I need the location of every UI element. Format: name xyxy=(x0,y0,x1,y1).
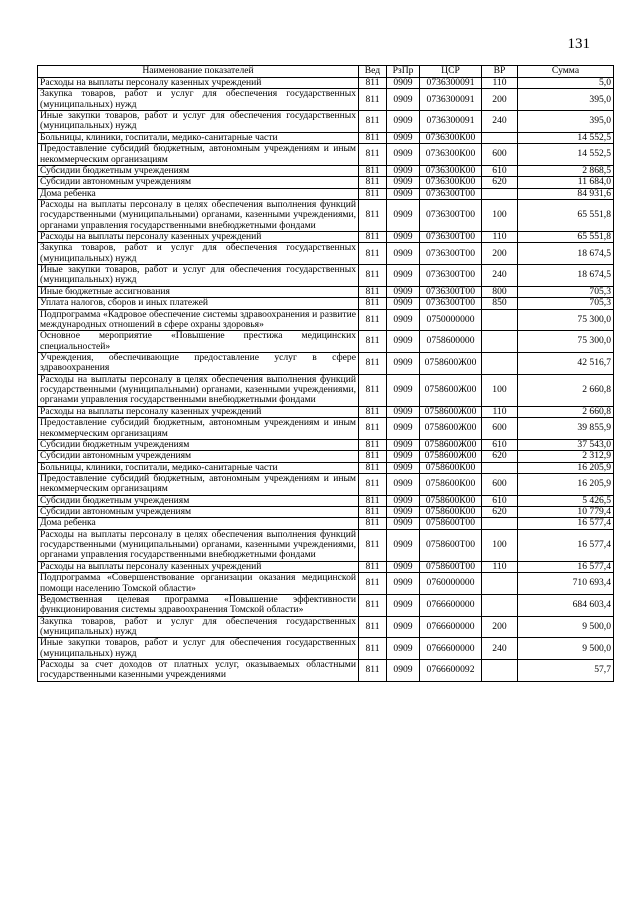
row-rzpr-cell: 0909 xyxy=(387,418,420,440)
table-row xyxy=(38,518,614,529)
row-rzpr-cell: 0909 xyxy=(387,177,420,188)
row-ved-cell: 811 xyxy=(359,352,387,374)
row-vr-cell: 100 xyxy=(482,374,518,406)
row-csr-cell: 0758600К00 xyxy=(420,507,482,518)
row-name-cell: Подпрограмма «Кадровое обеспечение системы здравоохранения и развитие международных отношений в сфере охраны здоровья» xyxy=(38,309,359,331)
row-vr-cell: 800 xyxy=(482,286,518,297)
row-vr-cell: 100 xyxy=(482,199,518,231)
row-name-cell: Предоставление субсидий бюджетным, автономным учреждениям и иным некоммерческим организациям xyxy=(38,473,359,495)
table-row xyxy=(38,165,614,176)
row-ved-cell: 811 xyxy=(359,132,387,143)
row-ved-cell: 811 xyxy=(359,462,387,473)
row-vr-cell: 610 xyxy=(482,165,518,176)
row-csr-cell: 0758600Т00 xyxy=(420,529,482,561)
table-row xyxy=(38,232,614,243)
table-row xyxy=(38,473,614,495)
row-sum-cell: 9 500,0 xyxy=(518,638,614,660)
table-row xyxy=(38,78,614,89)
table-header-row xyxy=(38,66,614,78)
table-row xyxy=(38,265,614,287)
table-row xyxy=(38,462,614,473)
row-vr-cell: 850 xyxy=(482,298,518,309)
row-vr-cell: 240 xyxy=(482,265,518,287)
row-name-cell: Расходы за счет доходов от платных услуг, оказываемых областными государственными казенными учреждениями xyxy=(38,660,359,682)
row-ved-cell: 811 xyxy=(359,473,387,495)
row-rzpr-cell: 0909 xyxy=(387,331,420,353)
row-csr-cell: 0760000000 xyxy=(420,573,482,595)
row-name-cell: Субсидии автономным учреждениям xyxy=(38,507,359,518)
row-rzpr-cell: 0909 xyxy=(387,132,420,143)
table-row xyxy=(38,495,614,506)
row-name-cell: Основное мероприятие «Повышение престижа медицинских специальностей» xyxy=(38,331,359,353)
row-csr-cell: 0736300Т00 xyxy=(420,298,482,309)
table-row xyxy=(38,573,614,595)
row-name-cell: Дома ребенка xyxy=(38,188,359,199)
table-row xyxy=(38,188,614,199)
table-row xyxy=(38,638,614,660)
row-rzpr-cell: 0909 xyxy=(387,439,420,450)
row-rzpr-cell: 0909 xyxy=(387,265,420,287)
row-sum-cell: 684 603,4 xyxy=(518,594,614,616)
row-ved-cell: 811 xyxy=(359,165,387,176)
row-rzpr-cell: 0909 xyxy=(387,78,420,89)
header-rzpr: РзПр xyxy=(387,66,420,78)
row-rzpr-cell: 0909 xyxy=(387,462,420,473)
header-name: Наименование показателей xyxy=(38,66,359,78)
row-csr-cell: 0758600Ж00 xyxy=(420,451,482,462)
row-csr-cell: 0758600К00 xyxy=(420,495,482,506)
header-ved: Вед xyxy=(359,66,387,78)
row-csr-cell: 0758600Ж00 xyxy=(420,374,482,406)
table-row xyxy=(38,89,614,111)
row-ved-cell: 811 xyxy=(359,406,387,417)
row-vr-cell: 110 xyxy=(482,78,518,89)
row-sum-cell: 2 660,8 xyxy=(518,374,614,406)
row-name-cell: Субсидии автономным учреждениям xyxy=(38,451,359,462)
row-ved-cell: 811 xyxy=(359,561,387,572)
row-name-cell: Расходы на выплаты персоналу казенных учреждений xyxy=(38,561,359,572)
row-csr-cell: 0736300091 xyxy=(420,78,482,89)
row-ved-cell: 811 xyxy=(359,243,387,265)
row-name-cell: Закупка товаров, работ и услуг для обеспечения государственных (муниципальных) нужд xyxy=(38,243,359,265)
row-sum-cell: 65 551,8 xyxy=(518,232,614,243)
row-ved-cell: 811 xyxy=(359,495,387,506)
row-csr-cell: 0736300Т00 xyxy=(420,232,482,243)
row-rzpr-cell: 0909 xyxy=(387,286,420,297)
row-sum-cell: 84 931,6 xyxy=(518,188,614,199)
row-rzpr-cell: 0909 xyxy=(387,518,420,529)
row-sum-cell: 9 500,0 xyxy=(518,616,614,638)
row-csr-cell: 0736300Т00 xyxy=(420,243,482,265)
row-ved-cell: 811 xyxy=(359,265,387,287)
row-sum-cell: 395,0 xyxy=(518,89,614,111)
header-csr: ЦСР xyxy=(420,66,482,78)
row-rzpr-cell: 0909 xyxy=(387,573,420,595)
row-ved-cell: 811 xyxy=(359,418,387,440)
row-vr-cell: 200 xyxy=(482,89,518,111)
row-vr-cell: 110 xyxy=(482,232,518,243)
row-name-cell: Иные закупки товаров, работ и услуг для обеспечения государственных (муниципальных) нужд xyxy=(38,638,359,660)
row-sum-cell: 18 674,5 xyxy=(518,243,614,265)
row-csr-cell: 0758600Т00 xyxy=(420,561,482,572)
row-name-cell: Субсидии бюджетным учреждениям xyxy=(38,439,359,450)
row-vr-cell: 620 xyxy=(482,507,518,518)
table-row xyxy=(38,309,614,331)
row-csr-cell: 0736300Т00 xyxy=(420,199,482,231)
row-rzpr-cell: 0909 xyxy=(387,199,420,231)
row-ved-cell: 811 xyxy=(359,507,387,518)
row-csr-cell: 0736300Т00 xyxy=(420,265,482,287)
row-name-cell: Расходы на выплаты персоналу казенных учреждений xyxy=(38,406,359,417)
row-rzpr-cell: 0909 xyxy=(387,352,420,374)
row-ved-cell: 811 xyxy=(359,199,387,231)
row-name-cell: Субсидии автономным учреждениям xyxy=(38,177,359,188)
row-vr-cell xyxy=(482,331,518,353)
row-sum-cell: 16 205,9 xyxy=(518,473,614,495)
row-name-cell: Ведомственная целевая программа «Повышение эффективности функционирования системы здравоохранения Томской области» xyxy=(38,594,359,616)
row-csr-cell: 0758600К00 xyxy=(420,473,482,495)
row-vr-cell xyxy=(482,573,518,595)
row-name-cell: Иные бюджетные ассигнования xyxy=(38,286,359,297)
row-rzpr-cell: 0909 xyxy=(387,473,420,495)
row-csr-cell: 0736300Т00 xyxy=(420,286,482,297)
row-sum-cell: 14 552,5 xyxy=(518,144,614,166)
row-sum-cell: 705,3 xyxy=(518,286,614,297)
row-ved-cell: 811 xyxy=(359,188,387,199)
row-vr-cell xyxy=(482,132,518,143)
row-csr-cell: 0736300К00 xyxy=(420,165,482,176)
row-rzpr-cell: 0909 xyxy=(387,232,420,243)
row-vr-cell xyxy=(482,660,518,682)
row-csr-cell: 0758600Ж00 xyxy=(420,352,482,374)
row-name-cell: Подпрограмма «Совершенствование организации оказания медицинской помощи населению Томской области» xyxy=(38,573,359,595)
row-ved-cell: 811 xyxy=(359,594,387,616)
row-name-cell: Расходы на выплаты персоналу в целях обеспечения выполнения функций государственными (муниципальными) органами, казенными учреждениями, органами управления государственными внебюджетными фондами xyxy=(38,374,359,406)
row-name-cell: Расходы на выплаты персоналу в целях обеспечения выполнения функций государственными (муниципальными) органами, казенными учреждениями, органами управления государственными внебюджетными фондами xyxy=(38,199,359,231)
row-name-cell: Расходы на выплаты персоналу в целях обеспечения выполнения функций государственными (муниципальными) органами, казенными учреждениями, органами управления государственными внебюджетными фондами xyxy=(38,529,359,561)
row-sum-cell: 18 674,5 xyxy=(518,265,614,287)
row-vr-cell: 610 xyxy=(482,495,518,506)
row-sum-cell: 5,0 xyxy=(518,78,614,89)
row-vr-cell: 240 xyxy=(482,111,518,133)
row-vr-cell xyxy=(482,309,518,331)
row-rzpr-cell: 0909 xyxy=(387,188,420,199)
row-rzpr-cell: 0909 xyxy=(387,165,420,176)
row-csr-cell: 0766600000 xyxy=(420,616,482,638)
table-row xyxy=(38,243,614,265)
row-csr-cell: 0758600Ж00 xyxy=(420,418,482,440)
row-csr-cell: 0736300К00 xyxy=(420,177,482,188)
table-row xyxy=(38,177,614,188)
row-ved-cell: 811 xyxy=(359,78,387,89)
page-number: 131 xyxy=(567,36,590,52)
row-ved-cell: 811 xyxy=(359,177,387,188)
row-name-cell: Закупка товаров, работ и услуг для обеспечения государственных (муниципальных) нужд xyxy=(38,616,359,638)
table-row xyxy=(38,199,614,231)
row-ved-cell: 811 xyxy=(359,451,387,462)
row-name-cell: Больницы, клиники, госпитали, медико-санитарные части xyxy=(38,462,359,473)
row-vr-cell xyxy=(482,518,518,529)
row-rzpr-cell: 0909 xyxy=(387,507,420,518)
row-csr-cell: 0736300Т00 xyxy=(420,188,482,199)
row-ved-cell: 811 xyxy=(359,89,387,111)
row-csr-cell: 0758600Ж00 xyxy=(420,439,482,450)
row-csr-cell: 0758600Ж00 xyxy=(420,406,482,417)
table-row xyxy=(38,616,614,638)
row-ved-cell: 811 xyxy=(359,309,387,331)
row-csr-cell: 0736300К00 xyxy=(420,132,482,143)
row-ved-cell: 811 xyxy=(359,518,387,529)
row-sum-cell: 11 684,0 xyxy=(518,177,614,188)
row-vr-cell xyxy=(482,352,518,374)
row-sum-cell: 75 300,0 xyxy=(518,309,614,331)
table-row xyxy=(38,374,614,406)
row-name-cell: Субсидии бюджетным учреждениям xyxy=(38,495,359,506)
row-sum-cell: 2 660,8 xyxy=(518,406,614,417)
table-row xyxy=(38,660,614,682)
row-csr-cell: 0766600000 xyxy=(420,594,482,616)
header-vr: ВР xyxy=(482,66,518,78)
row-sum-cell: 5 426,5 xyxy=(518,495,614,506)
row-ved-cell: 811 xyxy=(359,374,387,406)
row-ved-cell: 811 xyxy=(359,439,387,450)
row-vr-cell: 600 xyxy=(482,418,518,440)
row-vr-cell: 620 xyxy=(482,177,518,188)
row-name-cell: Уплата налогов, сборов и иных платежей xyxy=(38,298,359,309)
row-sum-cell: 39 855,9 xyxy=(518,418,614,440)
table-row xyxy=(38,111,614,133)
row-sum-cell: 65 551,8 xyxy=(518,199,614,231)
row-sum-cell: 75 300,0 xyxy=(518,331,614,353)
table-row xyxy=(38,352,614,374)
row-sum-cell: 2 868,5 xyxy=(518,165,614,176)
budget-table xyxy=(37,65,614,682)
row-rzpr-cell: 0909 xyxy=(387,243,420,265)
table-row xyxy=(38,529,614,561)
table-row xyxy=(38,439,614,450)
table-row xyxy=(38,561,614,572)
row-name-cell: Субсидии бюджетным учреждениям xyxy=(38,165,359,176)
row-sum-cell: 16 205,9 xyxy=(518,462,614,473)
row-rzpr-cell: 0909 xyxy=(387,111,420,133)
row-ved-cell: 811 xyxy=(359,286,387,297)
row-csr-cell: 0750000000 xyxy=(420,309,482,331)
row-sum-cell: 37 543,0 xyxy=(518,439,614,450)
row-csr-cell: 0766600092 xyxy=(420,660,482,682)
row-vr-cell: 200 xyxy=(482,616,518,638)
row-sum-cell: 16 577,4 xyxy=(518,518,614,529)
table-row xyxy=(38,286,614,297)
header-sum: Сумма xyxy=(518,66,614,78)
table-row xyxy=(38,298,614,309)
row-ved-cell: 811 xyxy=(359,529,387,561)
row-sum-cell: 16 577,4 xyxy=(518,529,614,561)
row-rzpr-cell: 0909 xyxy=(387,144,420,166)
row-rzpr-cell: 0909 xyxy=(387,594,420,616)
row-sum-cell: 395,0 xyxy=(518,111,614,133)
table-row xyxy=(38,594,614,616)
row-vr-cell: 100 xyxy=(482,529,518,561)
row-sum-cell: 14 552,5 xyxy=(518,132,614,143)
row-name-cell: Больницы, клиники, госпитали, медико-санитарные части xyxy=(38,132,359,143)
row-vr-cell: 110 xyxy=(482,561,518,572)
row-ved-cell: 811 xyxy=(359,616,387,638)
row-vr-cell: 610 xyxy=(482,439,518,450)
row-rzpr-cell: 0909 xyxy=(387,616,420,638)
row-ved-cell: 811 xyxy=(359,573,387,595)
row-sum-cell: 57,7 xyxy=(518,660,614,682)
table-row xyxy=(38,418,614,440)
row-ved-cell: 811 xyxy=(359,331,387,353)
row-csr-cell: 0766600000 xyxy=(420,638,482,660)
row-vr-cell xyxy=(482,462,518,473)
row-name-cell: Иные закупки товаров, работ и услуг для обеспечения государственных (муниципальных) нужд xyxy=(38,265,359,287)
row-sum-cell: 42 516,7 xyxy=(518,352,614,374)
row-rzpr-cell: 0909 xyxy=(387,495,420,506)
row-vr-cell xyxy=(482,188,518,199)
row-vr-cell: 600 xyxy=(482,473,518,495)
row-name-cell: Предоставление субсидий бюджетным, автономным учреждениям и иным некоммерческим организациям xyxy=(38,418,359,440)
row-name-cell: Учреждения, обеспечивающие предоставление услуг в сфере здравоохранения xyxy=(38,352,359,374)
row-vr-cell: 110 xyxy=(482,406,518,417)
row-sum-cell: 10 779,4 xyxy=(518,507,614,518)
table-row xyxy=(38,144,614,166)
row-csr-cell: 0758600Т00 xyxy=(420,518,482,529)
row-sum-cell: 16 577,4 xyxy=(518,561,614,572)
row-vr-cell xyxy=(482,594,518,616)
row-rzpr-cell: 0909 xyxy=(387,638,420,660)
row-name-cell: Дома ребенка xyxy=(38,518,359,529)
row-rzpr-cell: 0909 xyxy=(387,451,420,462)
row-name-cell: Предоставление субсидий бюджетным, автономным учреждениям и иным некоммерческим организациям xyxy=(38,144,359,166)
row-sum-cell: 2 312,9 xyxy=(518,451,614,462)
row-sum-cell: 710 693,4 xyxy=(518,573,614,595)
table-row xyxy=(38,132,614,143)
row-ved-cell: 811 xyxy=(359,232,387,243)
row-rzpr-cell: 0909 xyxy=(387,561,420,572)
row-vr-cell: 620 xyxy=(482,451,518,462)
row-vr-cell: 240 xyxy=(482,638,518,660)
row-ved-cell: 811 xyxy=(359,144,387,166)
row-rzpr-cell: 0909 xyxy=(387,529,420,561)
row-vr-cell: 600 xyxy=(482,144,518,166)
row-rzpr-cell: 0909 xyxy=(387,374,420,406)
table-row xyxy=(38,507,614,518)
row-ved-cell: 811 xyxy=(359,298,387,309)
row-sum-cell: 705,3 xyxy=(518,298,614,309)
row-rzpr-cell: 0909 xyxy=(387,309,420,331)
row-rzpr-cell: 0909 xyxy=(387,406,420,417)
row-vr-cell: 200 xyxy=(482,243,518,265)
row-ved-cell: 811 xyxy=(359,638,387,660)
row-csr-cell: 0736300091 xyxy=(420,89,482,111)
table-row xyxy=(38,451,614,462)
row-rzpr-cell: 0909 xyxy=(387,89,420,111)
row-name-cell: Иные закупки товаров, работ и услуг для обеспечения государственных (муниципальных) нужд xyxy=(38,111,359,133)
row-csr-cell: 0736300К00 xyxy=(420,144,482,166)
table-row xyxy=(38,406,614,417)
row-csr-cell: 0736300091 xyxy=(420,111,482,133)
row-csr-cell: 0758600К00 xyxy=(420,462,482,473)
row-name-cell: Закупка товаров, работ и услуг для обеспечения государственных (муниципальных) нужд xyxy=(38,89,359,111)
row-rzpr-cell: 0909 xyxy=(387,298,420,309)
row-name-cell: Расходы на выплаты персоналу казенных учреждений xyxy=(38,232,359,243)
row-ved-cell: 811 xyxy=(359,111,387,133)
row-csr-cell: 0758600000 xyxy=(420,331,482,353)
row-ved-cell: 811 xyxy=(359,660,387,682)
row-name-cell: Расходы на выплаты персоналу казенных учреждений xyxy=(38,78,359,89)
table-row xyxy=(38,331,614,353)
row-rzpr-cell: 0909 xyxy=(387,660,420,682)
